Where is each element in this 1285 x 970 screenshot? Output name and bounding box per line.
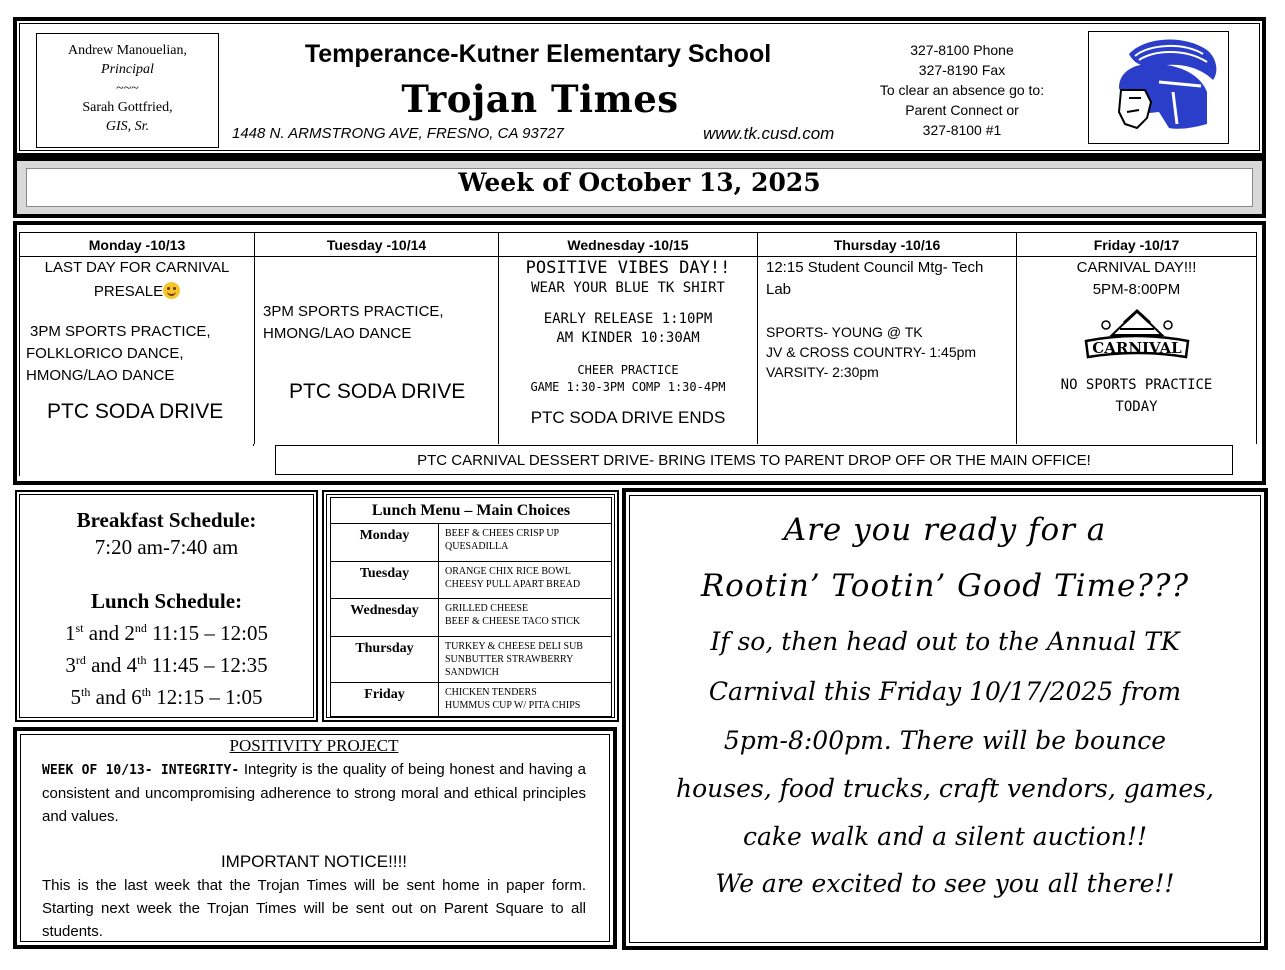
wednesday-line-5: CHEER PRACTICE: [577, 363, 679, 377]
thursday-line-3: SPORTS- YOUNG @ TK: [766, 324, 923, 340]
wednesday-line-3: EARLY RELEASE 1:10PM: [543, 311, 713, 327]
notice-text: This is the last week that the Trojan Times will be sent home in paper form. Starting next week the Trojan Times will be sent out on Parent Square to all students.: [42, 877, 586, 940]
promo-line-4: Carnival this Friday 10/17/2025 from: [708, 677, 1182, 706]
thursday-line-4: JV & CROSS COUNTRY- 1:45pm: [766, 344, 977, 360]
tuesday-cell: [255, 257, 499, 445]
dessert-drive-banner: [275, 445, 1233, 475]
day-header-tuesday: Tuesday -10/14: [255, 233, 499, 257]
lunch-day: Wednesday: [331, 599, 439, 637]
monday-cell: [20, 257, 255, 445]
monday-drive: PTC SODA DRIVE: [47, 400, 224, 423]
friday-line-2: 5PM-8:00PM: [1092, 281, 1181, 298]
monday-line-2: PRESALE: [26, 281, 248, 303]
promo-line-7: cake walk and a silent auction!!: [742, 822, 1147, 851]
week-calendar: [19, 232, 1257, 444]
wednesday-line-2: WEAR YOUR BLUE TK SHIRT: [531, 280, 725, 296]
positivity-heading: POSITIVITY PROJECT: [229, 736, 399, 755]
carnival-promo-text: [630, 505, 1260, 907]
lunch-items: GRILLED CHEESE BEEF & CHEESE TACO STICK: [439, 599, 612, 637]
absence-line-1: To clear an absence go to:: [879, 82, 1045, 98]
promo-line-1: Are you ready for a: [783, 512, 1107, 548]
positivity-text: WEEK OF 10/13- INTEGRITY- Integrity is the quality of being honest and having a consistent and uncompromising adherence to strong moral and ethical principles and values.: [42, 761, 586, 825]
monday-line-1: LAST DAY FOR CARNIVAL: [44, 259, 230, 276]
friday-line-3: NO SPORTS PRACTICE: [1060, 377, 1213, 393]
school-address: 1448 N. ARMSTRONG AVE, FRESNO, CA 93727: [232, 125, 564, 142]
lunch-items: ORANGE CHIX RICE BOWL CHEESY PULL APART BREAD: [439, 561, 612, 599]
promo-line-2: Rootin’ Tootin’ Good Time???: [700, 568, 1190, 604]
contact-info: [862, 40, 1062, 140]
tuesday-line-2: HMONG/LAO DANCE: [263, 325, 412, 342]
day-header-monday: Monday -10/13: [20, 233, 255, 257]
tuesday-drive: PTC SODA DRIVE: [289, 380, 466, 403]
lunch-day: Monday: [331, 524, 439, 562]
wednesday-line-6: GAME 1:30-3PM COMP 1:30-4PM: [530, 380, 726, 394]
friday-line-1: CARNIVAL DAY!!!: [1076, 259, 1197, 276]
friday-line-4: TODAY: [1115, 399, 1158, 415]
staff-box: [36, 33, 219, 148]
lunch-time-row: 3rd and 4th 11:45 – 12:35: [65, 653, 268, 677]
promo-line-5: 5pm-8:00pm. There will be bounce: [723, 726, 1167, 755]
monday-line-3: 3PM SPORTS PRACTICE,: [30, 323, 211, 340]
wednesday-drive: PTC SODA DRIVE ENDS: [530, 408, 726, 427]
thursday-line-5: VARSITY- 2:30pm: [766, 364, 879, 380]
fax-number: 327-8190 Fax: [918, 62, 1006, 78]
promo-line-8: We are excited to see you all there!!: [715, 869, 1175, 898]
breakfast-time: 7:20 am-7:40 am: [94, 535, 239, 559]
wednesday-cell: [499, 257, 758, 445]
friday-cell: [1017, 257, 1257, 445]
positivity-content: [42, 736, 586, 943]
school-name: Temperance-Kutner Elementary School: [304, 40, 772, 68]
lunch-menu-table: [330, 497, 612, 717]
notice-heading: IMPORTANT NOTICE!!!!: [220, 852, 408, 871]
smiley-face-icon: [163, 282, 180, 299]
promo-line-3: If so, then head out to the Annual TK: [710, 627, 1180, 656]
promo-line-6: houses, food trucks, craft vendors, games,: [676, 774, 1214, 803]
lunch-day: Tuesday: [331, 561, 439, 599]
lunch-menu-title: Lunch Menu – Main Choices: [331, 498, 612, 524]
absence-line-2: Parent Connect or: [905, 102, 1019, 118]
lunch-items: BEEF & CHEES CRISP UP QUESADILLA: [439, 524, 612, 562]
schedule-content: [15, 507, 318, 711]
lunch-day: Thursday: [331, 636, 439, 683]
svg-text:CARNIVAL: CARNIVAL: [1091, 339, 1182, 357]
thursday-cell: [758, 257, 1017, 445]
lunch-day: Friday: [331, 683, 439, 717]
lunch-items: CHICKEN TENDERS HUMMUS CUP W/ PITA CHIPS: [439, 683, 612, 717]
phone-number: 327-8100 Phone: [910, 42, 1014, 58]
principal-name: Andrew Manouelian,: [68, 43, 187, 58]
monday-line-4: FOLKLORICO DANCE,: [26, 345, 184, 362]
trojan-helmet-icon: [1088, 31, 1229, 144]
wednesday-line-1: POSITIVE VIBES DAY!!: [525, 258, 731, 278]
school-website[interactable]: www.tk.cusd.com: [703, 124, 835, 143]
dessert-drive-text: PTC CARNIVAL DESSERT DRIVE- BRING ITEMS TO PARENT DROP OFF OR THE MAIN OFFICE!: [417, 452, 1091, 469]
principal-title: Principal: [101, 62, 154, 77]
week-title: Week of October 13, 2025: [458, 168, 821, 197]
tuesday-line-1: 3PM SPORTS PRACTICE,: [263, 303, 444, 320]
lunch-heading: Lunch Schedule:: [90, 589, 243, 613]
gis-title: GIS, Sr.: [105, 119, 150, 134]
breakfast-heading: Breakfast Schedule:: [76, 508, 257, 532]
thursday-line-1: 12:15 Student Council Mtg- Tech: [766, 259, 984, 276]
day-header-friday: Friday -10/17: [1017, 233, 1257, 257]
wednesday-line-4: AM KINDER 10:30AM: [556, 330, 700, 346]
monday-line-5: HMONG/LAO DANCE: [26, 367, 175, 384]
thursday-line-2: Lab: [766, 281, 792, 298]
newsletter-title: Trojan Times: [401, 77, 679, 121]
staff-separator: ~~~: [116, 81, 139, 96]
absence-line-3: 327-8100 #1: [922, 122, 1002, 138]
carnival-tent-icon: [1082, 307, 1192, 369]
lunch-time-row: 5th and 6th 12:15 – 1:05: [70, 685, 263, 709]
day-header-wednesday: Wednesday -10/15: [499, 233, 758, 257]
lunch-time-row: 1st and 2nd 11:15 – 12:05: [65, 621, 268, 645]
day-header-thursday: Thursday -10/16: [758, 233, 1017, 257]
gis-name: Sarah Gottfried,: [82, 100, 173, 115]
lunch-items: TURKEY & CHEESE DELI SUB SUNBUTTER STRAWBERRY SANDWICH: [439, 636, 612, 683]
